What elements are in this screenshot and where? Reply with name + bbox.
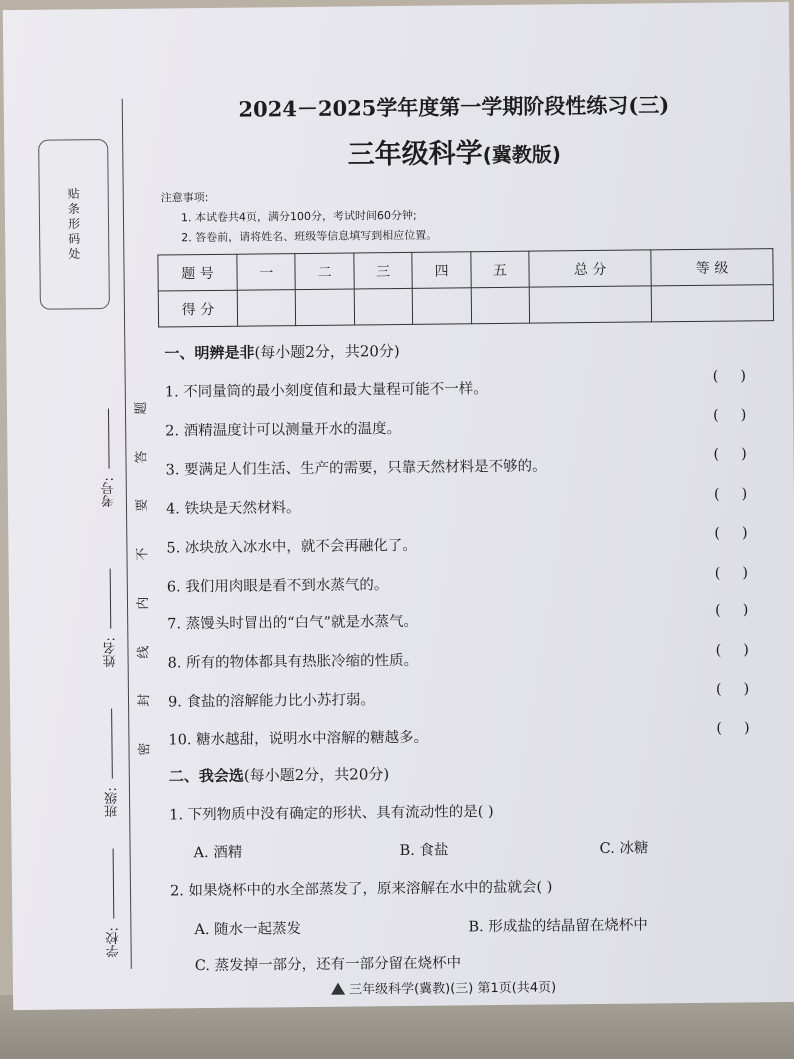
judge-item: 2. 酒精温度计可以测量开水的温度。 [165, 420, 402, 440]
option-c[interactable]: C. 蒸发掉一部分，还有一部分留在烧杯中 [194, 955, 462, 975]
answer-paren[interactable]: () [713, 486, 770, 503]
answer-paren[interactable]: () [713, 446, 769, 463]
school-field[interactable]: 学校: [104, 849, 124, 958]
page-footer: 三年级科学(冀教)(三) 第1页(共4页) [331, 976, 556, 997]
exam-period-title: 2024－2025学年度第一学期阶段性练习(三) [238, 92, 670, 122]
exam-subject-title: 三年级科学(冀教版) [347, 138, 562, 171]
option-a[interactable]: A. 酒精 [193, 844, 243, 862]
score-table-score-row: 得 分 [158, 285, 773, 327]
barcode-label: 贴条形码处 [66, 186, 81, 262]
score-table [157, 248, 774, 327]
section2-heading: 二、我会选(每小题2分，共20分) [168, 765, 390, 786]
exam-notes: 注意事项: 1. 本试卷共4页，满分100分，考试时间60分钟; 2. 答卷前，请将姓名、班级等信息填写到相应位置。 [160, 190, 438, 245]
answer-paren[interactable]: () [715, 602, 771, 619]
option-a[interactable]: A. 随水一起蒸发 [194, 921, 302, 939]
section1-heading: 一、明辨是非(每小题2分，共20分) [164, 342, 400, 363]
judge-item: 6. 我们用肉眼是看不到水蒸气的。 [166, 577, 389, 596]
judge-item: 10. 糖水越甜，说明水中溶解的糖越多。 [168, 729, 429, 749]
judge-item: 7. 蒸馒头时冒出的“白气”就是水蒸气。 [167, 613, 419, 633]
seal-text: 题 答 要 不 内 线 封 密 [134, 401, 154, 756]
exam-paper [3, 2, 794, 1010]
judge-item: 4. 铁块是天然材料。 [165, 500, 301, 518]
judge-item: 8. 所有的物体都具有热胀冷缩的性质。 [167, 652, 419, 672]
answer-paren[interactable]: () [712, 368, 769, 385]
judge-item: 1. 不同量筒的最小刻度值和最大量程可能不一样。 [164, 381, 488, 401]
judge-item: 5. 冰块放入冰水中，就不会再融化了。 [166, 537, 417, 557]
exam-no-field[interactable]: 考号: [99, 409, 119, 508]
barcode-area [38, 139, 110, 310]
name-field[interactable]: 姓名: [101, 569, 121, 668]
score-table-header-row: 题 号 一 二 三 四 五 总 分 等 级 [158, 249, 773, 291]
option-c[interactable]: C. 冰糖 [599, 840, 649, 857]
answer-paren[interactable]: () [712, 407, 769, 424]
option-b[interactable]: B. 食盐 [399, 842, 449, 860]
answer-paren[interactable]: () [714, 525, 770, 542]
option-b[interactable]: B. 形成盐的结晶留在烧杯中 [468, 917, 648, 936]
judge-item: 9. 食盐的溶解能力比小苏打弱。 [167, 692, 376, 711]
class-field[interactable]: 班级: [102, 709, 122, 818]
choice-question-2: 2. 如果烧杯中的水全部蒸发了，原来溶解在水中的盐就会( ) [169, 879, 553, 900]
publisher-logo-icon [331, 982, 345, 994]
answer-paren[interactable]: () [716, 720, 772, 737]
choice-question-1: 1. 下列物质中没有确定的形状、具有流动性的是( ) [169, 804, 494, 824]
answer-paren[interactable]: () [715, 681, 772, 698]
judge-item: 3. 要满足人们生活、生产的需要，只靠天然材料是不够的。 [165, 458, 547, 479]
answer-paren[interactable]: () [714, 565, 771, 582]
answer-paren[interactable]: () [715, 642, 771, 659]
